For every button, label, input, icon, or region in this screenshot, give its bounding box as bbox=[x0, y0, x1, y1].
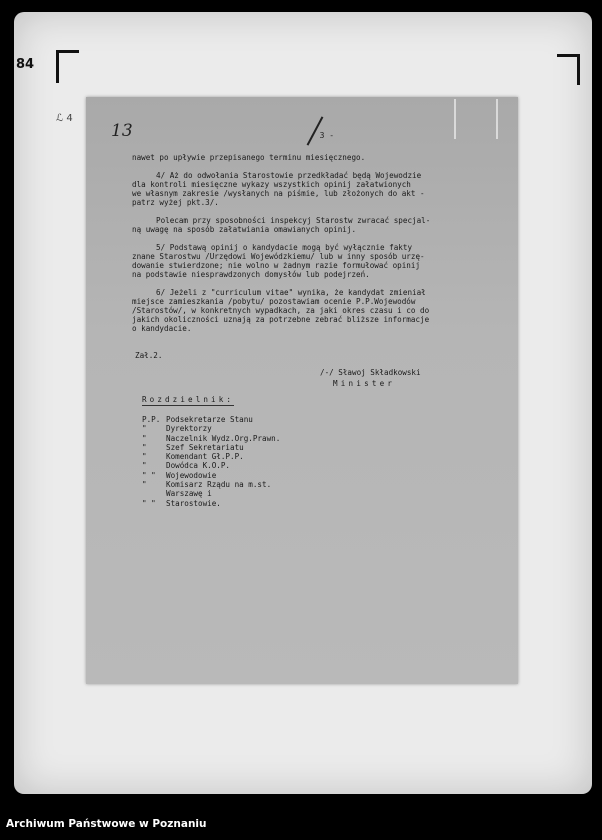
distribution-recipient: Dyrektorzy bbox=[166, 424, 212, 434]
archive-footer: Archiwum Państwowe w Poznaniu bbox=[6, 818, 207, 830]
distribution-recipient: Starostowie. bbox=[166, 498, 221, 508]
attachments-note: Zał.2. bbox=[135, 351, 163, 360]
distribution-heading: Rozdzielnik: bbox=[142, 395, 235, 404]
distribution-recipient: Komisarz Rządu na m.st. bbox=[166, 480, 272, 490]
distribution-recipient: Podsekretarze Stanu bbox=[166, 415, 253, 424]
distribution-recipient: Naczelnik Wydz.Org.Prawn. bbox=[166, 433, 281, 443]
distribution-prefix: " bbox=[142, 480, 147, 490]
edge-marks bbox=[454, 99, 498, 139]
text-line: we własnym zakresie /wysłanych na piśmie, lub złożonych do akt - bbox=[132, 189, 425, 198]
frame-number: 84 bbox=[16, 57, 35, 72]
margin-annotation: ℒ 4 bbox=[56, 113, 73, 124]
text-line: o kandydacie. bbox=[132, 324, 192, 333]
distribution-recipient: Komendant Gł.P.P. bbox=[166, 452, 244, 462]
paragraph bbox=[132, 288, 514, 333]
distribution-recipient: Warszawę i bbox=[166, 489, 212, 499]
distribution-recipient: Szef Sekretariatu bbox=[166, 442, 244, 452]
paragraph bbox=[132, 243, 514, 279]
distribution-entry bbox=[142, 415, 280, 424]
distribution-prefix: P.P. bbox=[142, 415, 161, 424]
distribution-prefix: " bbox=[142, 442, 147, 452]
paragraph bbox=[132, 171, 514, 207]
distribution-entry bbox=[142, 480, 280, 489]
distribution-entry bbox=[142, 489, 280, 498]
distribution-entry bbox=[142, 452, 280, 461]
text-line: Polecam przy sposobności inspekcyj Starostw zwracać specjal- bbox=[156, 216, 431, 225]
distribution-prefix: " " bbox=[142, 498, 156, 508]
distribution-list bbox=[142, 415, 280, 508]
distribution-prefix: " bbox=[142, 433, 147, 443]
distribution-recipient: Wojewodowie bbox=[166, 470, 217, 480]
paragraph bbox=[132, 216, 514, 234]
crop-mark-top-right bbox=[557, 54, 580, 85]
text-line: znane Starostwu /Urzędowi Wojewódzkiemu/ lub w inny sposób urzę- bbox=[132, 252, 425, 261]
handwritten-folio-number: 13 bbox=[111, 121, 133, 141]
text-line: 5/ Podstawą opinij o kandydacie mogą być wyłącznie fakty bbox=[156, 243, 413, 252]
distribution-prefix: " bbox=[142, 424, 147, 434]
text-line: patrz wyżej pkt.3/. bbox=[132, 198, 219, 207]
distribution-prefix: " " bbox=[142, 470, 156, 480]
text-line: miejsce zamieszkania /pobytu/ pozostawiam ocenie P.P.Wojewodów bbox=[132, 297, 416, 306]
signatory-title: Minister bbox=[333, 379, 396, 388]
paragraph bbox=[132, 153, 514, 162]
distribution-entry bbox=[142, 434, 280, 443]
distribution-recipient: Dowódca K.O.P. bbox=[166, 461, 231, 471]
text-line: nawet po upływie przepisanego terminu miesięcznego. bbox=[132, 153, 366, 162]
distribution-prefix: " bbox=[142, 461, 147, 471]
distribution-entry bbox=[142, 424, 280, 433]
distribution-prefix: " bbox=[142, 452, 147, 462]
distribution-entry bbox=[142, 443, 280, 452]
signature: /-/ Sławoj Składkowski bbox=[320, 368, 421, 377]
text-line: dowanie stwierdzone; nie wolno w żadnym razie formułować opinij bbox=[132, 261, 421, 270]
text-line: ną uwagę na sposób załatwiania omawianych opinij. bbox=[132, 225, 357, 234]
distribution-entry bbox=[142, 461, 280, 470]
text-line: na podstawie niesprawdzonych domysłów lub podejrzeń. bbox=[132, 270, 370, 279]
text-line: 6/ Jeżeli z "curriculum vitae" wynika, że kandydat zmieniał bbox=[156, 288, 426, 297]
distribution-entry bbox=[142, 471, 280, 480]
text-line: 4/ Aż do odwołania Starostowie przedkładać będą Wojewodzie bbox=[156, 171, 422, 180]
document-body bbox=[132, 153, 514, 342]
text-line: dla kontroli miesięczne wykazy wszystkich opinij załatwionych bbox=[132, 180, 411, 189]
text-line: jakich okoliczności uznają za potrzebne zebrać bliższe informacje bbox=[132, 315, 430, 324]
crop-mark-top-left bbox=[56, 50, 79, 83]
page-number: - 3 - bbox=[310, 131, 335, 140]
text-line: /Starostów/, w konkretnych wypadkach, za jaki okres czasu i co do bbox=[132, 306, 430, 315]
distribution-entry bbox=[142, 499, 280, 508]
document-page bbox=[86, 97, 518, 684]
